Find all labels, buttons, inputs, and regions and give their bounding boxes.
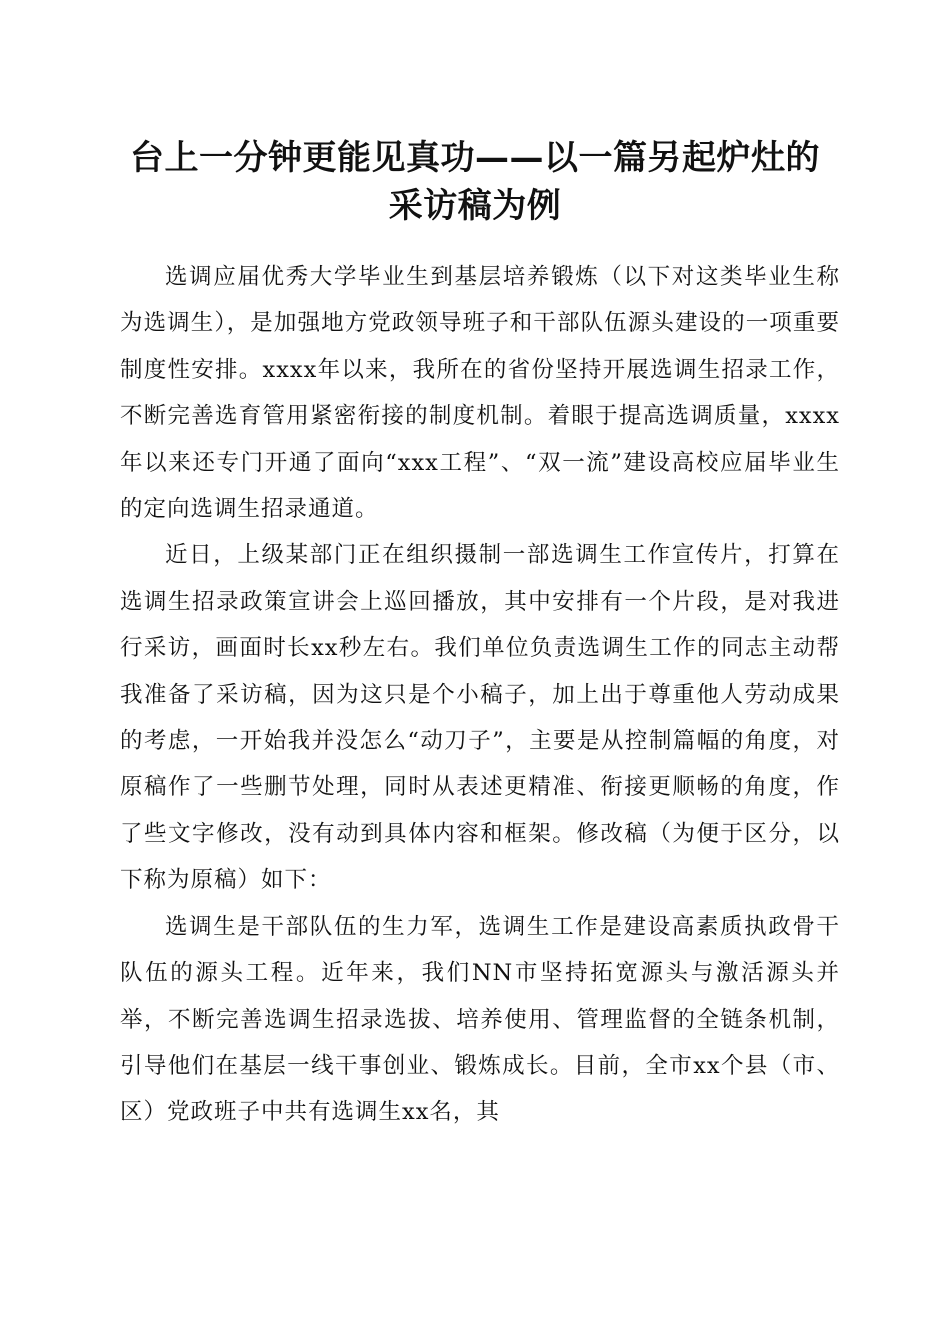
title-line-2: 采访稿为例 bbox=[388, 186, 562, 226]
paragraph-3: 选调生是干部队伍的生力军，选调生工作是建设高素质执政骨干队伍的源头工程。近年来，我们NN市坚持拓宽源头与激活源头并举，不断完善选调生招录选拔、培养使用、管理监督的全链条机制，引导他们在基层一线干事创业、锻炼成长。目前，全市xx个县（市、区）党政班子中共有选调生xx名，其 bbox=[120, 913, 840, 1126]
title-line-1: 台上一分钟更能见真功——以一篇另起炉灶的 bbox=[130, 138, 820, 178]
paragraph-1: 选调应届优秀大学毕业生到基层培养锻炼（以下对这类毕业生称为选调生），是加强地方党政领导班子和干部队伍源头建设的一项重要制度性安排。xxxx年以来，我所在的省份坚持开展选调生招录工作，不断完善选育管用紧密衔接的制度机制。着眼于提高选调质量，xxxx年以来还专门开通了面向“xxx工程”、“双一流”建设高校应届毕业生的定向选调生招录通道。 bbox=[120, 264, 840, 523]
document-body bbox=[120, 254, 840, 1136]
paragraph-2: 近日，上级某部门正在组织摄制一部选调生工作宣传片，打算在选调生招录政策宣讲会上巡回播放，其中安排有一个片段，是对我进行采访，画面时长xx秒左右。我们单位负责选调生工作的同志主动帮我准备了采访稿，因为这只是个小稿子，加上出于尊重他人劳动成果的考虑，一开始我并没怎么“动刀子”，主要是从控制篇幅的角度，对原稿作了一些删节处理，同时从表述更精准、衔接更顺畅的角度，作了些文字修改，没有动到具体内容和框架。修改稿（为便于区分，以下称为原稿）如下： bbox=[120, 542, 840, 894]
document-title bbox=[100, 134, 850, 230]
